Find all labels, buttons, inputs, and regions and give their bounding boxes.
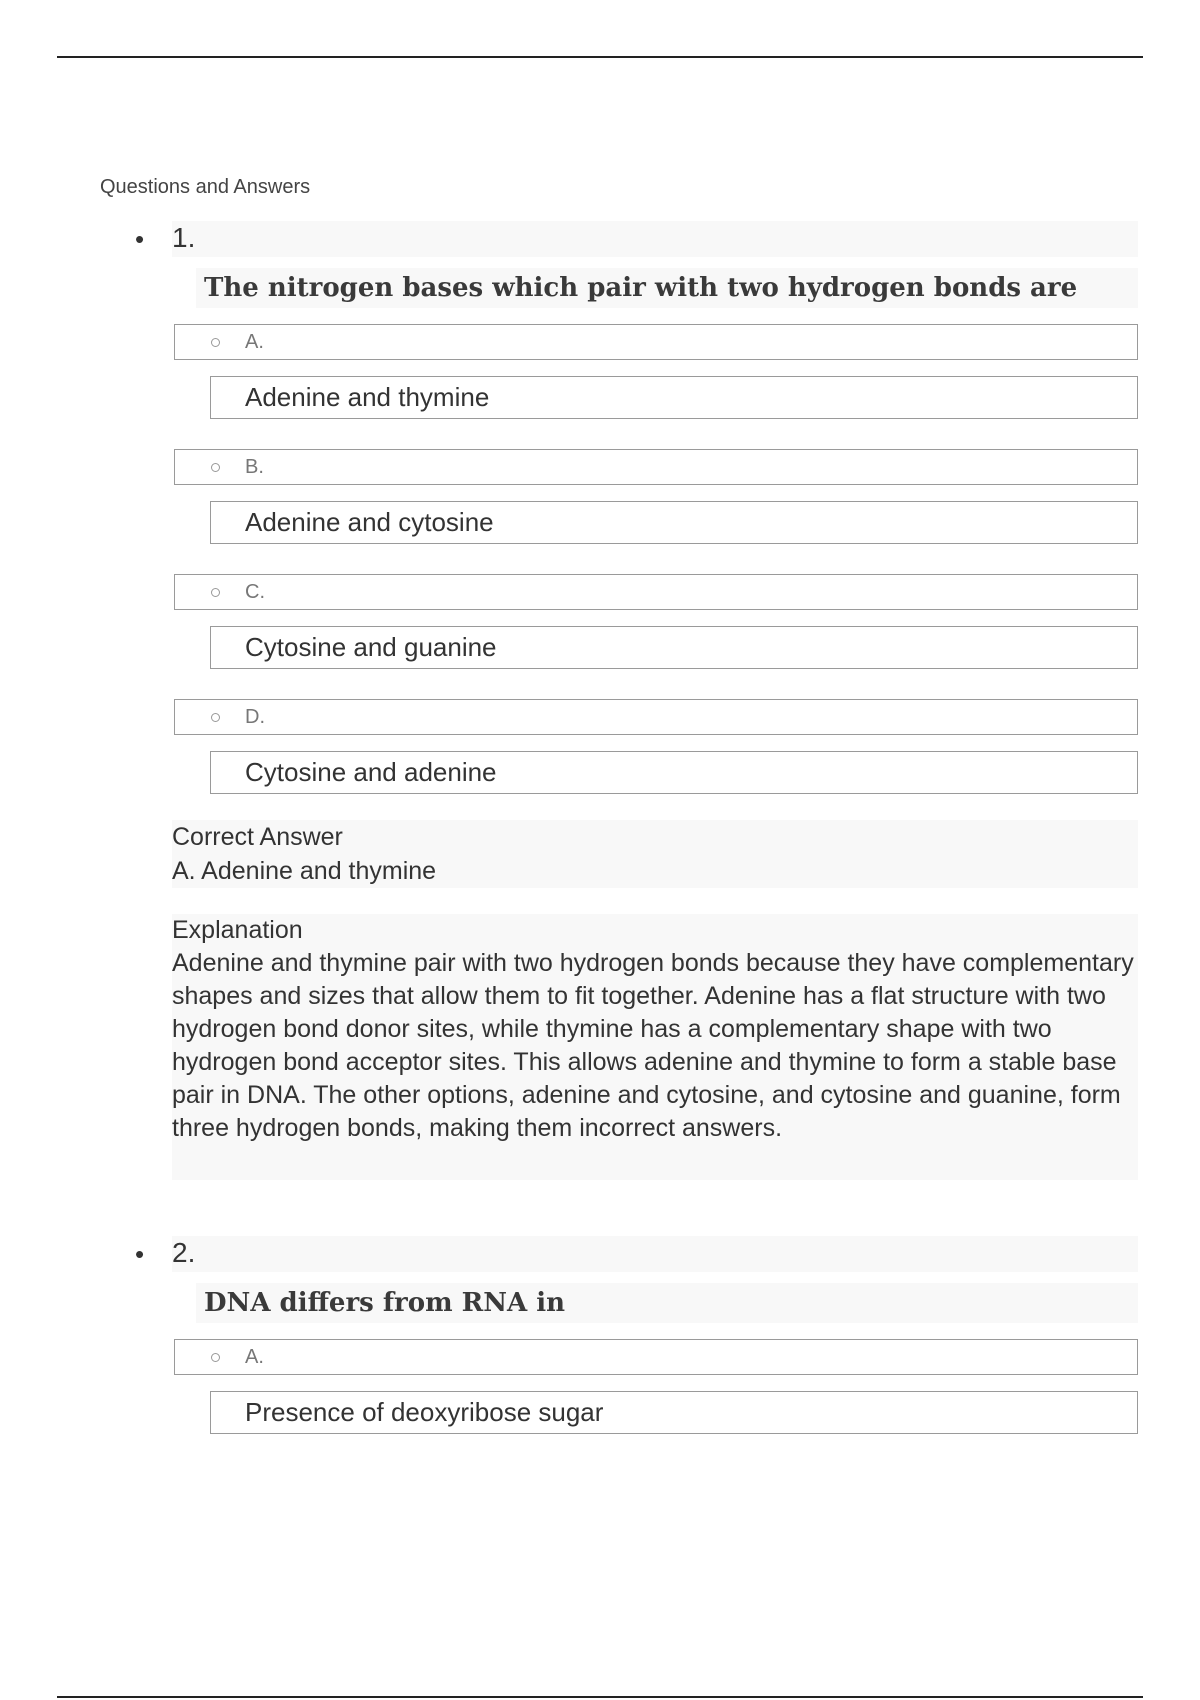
option-a-radio[interactable] bbox=[174, 1339, 1138, 1375]
option-b-text[interactable]: Adenine and cytosine bbox=[210, 501, 1138, 544]
top-divider bbox=[57, 56, 1143, 58]
question-number-row bbox=[172, 221, 1138, 257]
correct-answer-label: Correct Answer bbox=[172, 823, 343, 851]
radio-circle-icon bbox=[211, 713, 220, 722]
question-text: The nitrogen bases which pair with two hydrogen bonds are bbox=[196, 268, 1138, 308]
radio-circle-icon bbox=[211, 1353, 220, 1362]
option-letter: A. bbox=[245, 1346, 264, 1368]
bullet-icon: • bbox=[135, 224, 145, 254]
option-letter: A. bbox=[245, 331, 264, 353]
explanation-text: Adenine and thymine pair with two hydrogen bonds because they have complementary shapes and sizes that allow them to fit together. Adenine has a flat structure with two hydrogen bond donor sites, while thymine has a complementary shape with two hydrogen bond acceptor sites. This allows adenine and thymine to form a stable base pair in DNA. The other options, adenine and cytosine, and cytosine and guanine, form three hydrogen bonds, making them incorrect answers. bbox=[172, 949, 1134, 1142]
option-c-text[interactable]: Cytosine and guanine bbox=[210, 626, 1138, 669]
section-title: Questions and Answers bbox=[100, 176, 311, 198]
question-number-row bbox=[172, 1236, 1138, 1272]
question-number: 1. bbox=[172, 222, 196, 253]
radio-circle-icon bbox=[211, 463, 220, 472]
bottom-divider bbox=[57, 1696, 1143, 1698]
question-text: DNA differs from RNA in bbox=[196, 1283, 1138, 1323]
correct-answer-value: A. Adenine and thymine bbox=[172, 857, 437, 885]
explanation-label: Explanation bbox=[172, 916, 303, 944]
radio-circle-icon bbox=[211, 338, 220, 347]
option-letter: C. bbox=[245, 581, 265, 603]
radio-circle-icon bbox=[211, 588, 220, 597]
question-number: 2. bbox=[172, 1237, 196, 1268]
option-a-text[interactable]: Adenine and thymine bbox=[210, 376, 1138, 419]
option-letter: D. bbox=[245, 706, 265, 728]
option-a-text[interactable]: Presence of deoxyribose sugar bbox=[210, 1391, 1138, 1434]
correct-answer-block bbox=[172, 820, 1138, 888]
option-letter: B. bbox=[245, 456, 264, 478]
option-c-radio[interactable] bbox=[174, 574, 1138, 610]
explanation-block bbox=[172, 914, 1138, 1180]
option-b-radio[interactable] bbox=[174, 449, 1138, 485]
option-a-radio[interactable] bbox=[174, 324, 1138, 360]
option-d-radio[interactable] bbox=[174, 699, 1138, 735]
bullet-icon: • bbox=[135, 1239, 145, 1269]
option-d-text[interactable]: Cytosine and adenine bbox=[210, 751, 1138, 794]
